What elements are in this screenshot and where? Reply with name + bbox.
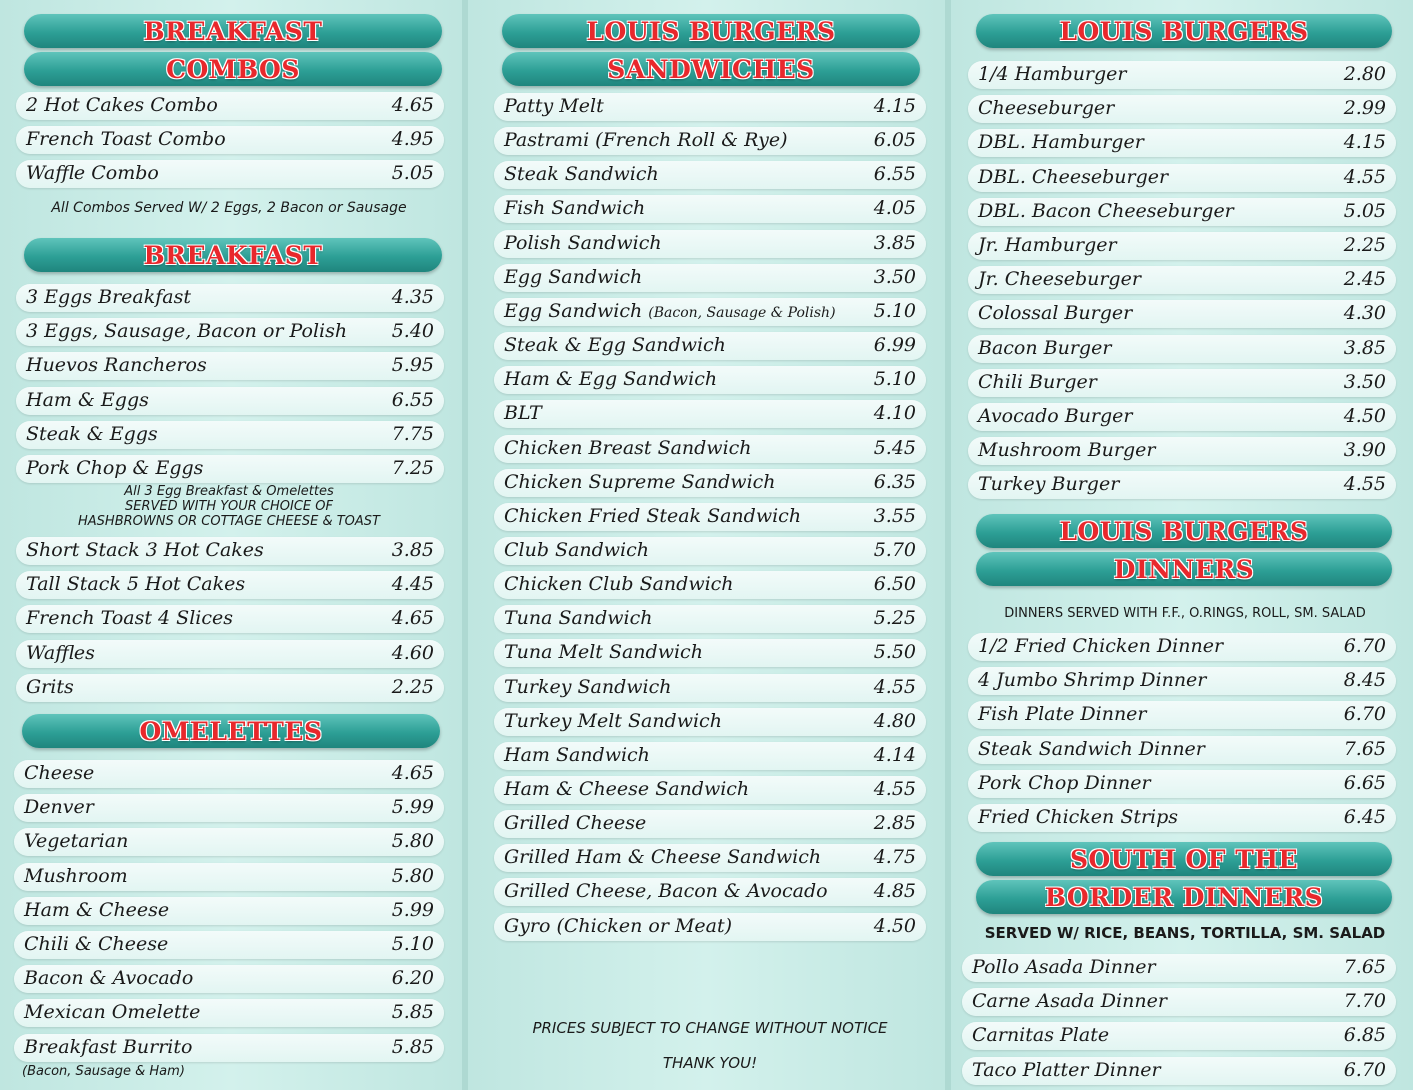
menu-item-name: Chili Burger — [978, 370, 1097, 393]
menu-item-price: 5.85 — [391, 1035, 434, 1058]
menu-item-name: Short Stack 3 Hot Cakes — [26, 539, 264, 561]
menu-item — [494, 844, 926, 872]
menu-item-price: 7.25 — [391, 457, 434, 479]
menu-item — [494, 605, 926, 633]
menu-item — [14, 965, 444, 993]
breakfast-note — [14, 484, 444, 529]
menu-item-price: 3.85 — [391, 539, 434, 561]
menu-item-name: Mushroom Burger — [978, 439, 1156, 462]
menu-item — [16, 640, 444, 668]
section-title-text: SOUTH OF THE — [1069, 844, 1299, 874]
menu-item — [494, 93, 926, 121]
menu-item-price: 5.10 — [873, 368, 916, 391]
section-title-text: BREAKFAST — [143, 240, 323, 270]
menu-item-price: 5.45 — [873, 436, 916, 459]
menu-item — [968, 198, 1396, 226]
menu-item-name: Pollo Asada Dinner — [972, 956, 1156, 978]
menu-item-price: 6.05 — [873, 129, 916, 152]
menu-item-name: Chili & Cheese — [24, 933, 169, 955]
menu-item-price: 4.60 — [391, 641, 434, 664]
menu-item — [16, 571, 444, 599]
menu-item-name: Cheeseburger — [978, 97, 1115, 120]
menu-item-name: Grits — [26, 675, 74, 698]
section-title-louis-burgers-dinners — [976, 514, 1392, 548]
menu-item-price: 5.80 — [391, 830, 434, 853]
menu-item-price: 3.90 — [1343, 439, 1386, 462]
menu-item — [494, 298, 926, 326]
menu-item-name: Pastrami (French Roll & Rye) — [504, 129, 788, 152]
dinners-note: DINNERS SERVED WITH F.F., O.RINGS, ROLL, SM. SALAD — [1004, 606, 1366, 621]
menu-item — [968, 232, 1396, 260]
menu-item-name: Fish Plate Dinner — [978, 703, 1147, 726]
menu-item — [16, 160, 444, 188]
combos-note: All Combos Served W/ 2 Eggs, 2 Bacon or Sausage — [51, 200, 407, 216]
menu-item — [16, 537, 444, 565]
menu-item — [968, 129, 1396, 157]
menu-item-price: 6.50 — [873, 573, 916, 596]
menu-item — [962, 988, 1396, 1016]
menu-item-name: Tall Stack 5 Hot Cakes — [26, 573, 246, 596]
section-title-text: OMELETTES — [139, 716, 323, 746]
menu-item — [968, 667, 1396, 695]
menu-item-price: 4.85 — [873, 880, 916, 903]
menu-item — [494, 742, 926, 770]
menu-item-price: 6.35 — [873, 470, 916, 493]
menu-item-name: Gyro (Chicken or Meat) — [504, 914, 733, 937]
menu-item-name: BLT — [504, 402, 542, 425]
menu-item-name: DBL. Hamburger — [978, 131, 1144, 154]
menu-item — [494, 400, 926, 428]
menu-item — [14, 760, 444, 788]
menu-item-name: DBL. Bacon Cheeseburger — [978, 199, 1234, 222]
menu-item-price: 5.80 — [391, 864, 434, 887]
menu-item — [968, 701, 1396, 729]
menu-item-name: Grilled Cheese — [504, 812, 647, 835]
menu-item-name: 4 Jumbo Shrimp Dinner — [978, 669, 1207, 692]
breakfast-note-line: All 3 Egg Breakfast & Omelettes — [124, 484, 334, 499]
menu-item — [16, 126, 444, 154]
menu-item-price: 4.65 — [391, 607, 434, 630]
menu-item-name: 2 Hot Cakes Combo — [26, 94, 218, 116]
menu-item — [494, 366, 926, 394]
menu-item-price: 2.25 — [1343, 234, 1386, 256]
menu-item — [494, 332, 926, 360]
menu-item-price: 4.45 — [391, 573, 434, 596]
menu-item-name: Steak Sandwich — [504, 163, 659, 186]
menu-item-name: Ham & Egg Sandwich — [504, 368, 718, 391]
menu-item — [968, 95, 1396, 123]
menu-item-price: 2.85 — [873, 812, 916, 835]
menu-item-name: Avocado Burger — [978, 405, 1133, 427]
menu-item-name: Breakfast Burrito — [24, 1035, 193, 1058]
menu-item-name: Colossal Burger — [978, 302, 1133, 325]
menu-item-price: 4.65 — [391, 94, 434, 116]
menu-item — [16, 387, 444, 415]
menu-item — [16, 318, 444, 346]
menu-item — [494, 776, 926, 804]
menu-item — [14, 828, 444, 856]
menu-item-price: 4.55 — [1343, 165, 1386, 188]
menu-item — [16, 674, 444, 702]
menu-item-price: 5.70 — [873, 538, 916, 561]
menu-item-price: 4.50 — [1343, 405, 1386, 427]
menu-item-price: 4.10 — [873, 402, 916, 425]
burrito-note: (Bacon, Sausage & Ham) — [22, 1064, 185, 1079]
menu-item-name: Egg Sandwich — [504, 265, 643, 288]
menu-item — [494, 639, 926, 667]
menu-item — [16, 92, 444, 120]
menu-item — [494, 503, 926, 531]
menu-item-price: 5.99 — [391, 796, 434, 819]
menu-item — [968, 770, 1396, 798]
menu-item-name: Ham & Cheese — [24, 898, 170, 921]
menu-item-price: 8.45 — [1343, 669, 1386, 692]
menu-item-name-wrap — [504, 300, 836, 322]
menu-item — [494, 810, 926, 838]
menu-item — [968, 300, 1396, 328]
menu-item — [968, 369, 1396, 397]
menu-item-price: 4.50 — [873, 914, 916, 937]
menu-item — [494, 878, 926, 906]
menu-item-name: Club Sandwich — [504, 538, 650, 561]
menu-item-price: 4.95 — [391, 128, 434, 151]
menu-item-name: Grilled Cheese, Bacon & Avocado — [504, 880, 828, 903]
menu-item-name: Tuna Sandwich — [504, 607, 653, 630]
menu-item — [968, 403, 1396, 431]
menu-item — [14, 999, 444, 1027]
section-title-text: LOUIS BURGERS — [1059, 516, 1309, 546]
menu-item-name: Fish Sandwich — [504, 197, 646, 220]
menu-item — [962, 1022, 1396, 1050]
menu-item-name: Ham & Eggs — [26, 388, 149, 411]
menu-item — [968, 335, 1396, 363]
menu-item-price: 6.70 — [1343, 1058, 1386, 1081]
menu-item-name: Ham & Cheese Sandwich — [504, 778, 750, 800]
menu-item-price: 7.70 — [1343, 990, 1386, 1013]
menu-item — [16, 284, 444, 312]
section-title-text: BORDER DINNERS — [1044, 882, 1324, 912]
menu-item — [968, 804, 1396, 832]
menu-item — [962, 954, 1396, 982]
menu-item-name: French Toast Combo — [26, 128, 226, 151]
section-title-sandwiches — [502, 52, 920, 86]
menu-item-price: 5.10 — [873, 299, 916, 322]
menu-item-price: 4.05 — [873, 197, 916, 220]
menu-item — [494, 230, 926, 258]
menu-item-name: Bacon & Avocado — [24, 967, 194, 990]
menu-item-name: Ham Sandwich — [504, 743, 650, 766]
menu-item-name: Huevos Rancheros — [26, 354, 207, 377]
menu-item-name: Pork Chop & Eggs — [26, 457, 204, 479]
menu-item-name: Tuna Melt Sandwich — [504, 641, 703, 664]
menu-item-price: 2.25 — [391, 675, 434, 698]
menu-item-price: 6.65 — [1343, 771, 1386, 794]
menu-item — [494, 674, 926, 702]
menu-item — [14, 794, 444, 822]
menu-item-name: Turkey Burger — [978, 473, 1120, 496]
menu-item-price: 3.50 — [873, 265, 916, 288]
thank-you: THANK YOU! — [662, 1054, 758, 1072]
menu-item — [968, 471, 1396, 499]
menu-item-price: 4.55 — [1343, 473, 1386, 496]
menu-item — [968, 266, 1396, 294]
section-title-text: COMBOS — [166, 54, 300, 84]
menu-item-name: Vegetarian — [24, 830, 129, 853]
menu-item-price: 6.70 — [1343, 703, 1386, 726]
menu-item-price: 5.99 — [391, 898, 434, 921]
menu-item-price: 6.45 — [1343, 806, 1386, 828]
price-notice: PRICES SUBJECT TO CHANGE WITHOUT NOTICE — [532, 1019, 888, 1037]
section-title-breakfast-combos — [24, 14, 442, 48]
menu-item-name: DBL. Cheeseburger — [978, 165, 1169, 188]
menu-item-price: 2.99 — [1343, 97, 1386, 120]
menu-item-name: 1/4 Hamburger — [978, 63, 1127, 85]
menu-item — [494, 469, 926, 497]
section-title-dinners — [976, 552, 1392, 586]
section-title-text: LOUIS BURGERS — [586, 16, 836, 46]
menu-item-name: Pork Chop Dinner — [978, 771, 1151, 794]
menu-item-name: 3 Eggs, Sausage, Bacon or Polish — [26, 320, 348, 343]
menu-item-price: 4.55 — [873, 675, 916, 698]
menu-item-price: 6.70 — [1343, 635, 1386, 657]
menu-item-name: Steak & Egg Sandwich — [504, 334, 726, 357]
section-title-text: DINNERS — [1113, 554, 1255, 584]
menu-item-name: Taco Platter Dinner — [972, 1058, 1161, 1081]
menu-item-name: Steak Sandwich Dinner — [978, 737, 1205, 760]
menu-item-price: 3.85 — [873, 231, 916, 254]
menu-item-price: 5.05 — [391, 162, 434, 185]
menu-item-price: 7.75 — [391, 422, 434, 445]
menu-item-price: 2.80 — [1343, 63, 1386, 85]
menu-item-name: Chicken Fried Steak Sandwich — [504, 504, 802, 527]
menu-item — [494, 435, 926, 463]
menu-item-name: 3 Eggs Breakfast — [26, 286, 191, 308]
menu-item-name: Jr. Hamburger — [978, 234, 1117, 256]
south-note: SERVED W/ RICE, BEANS, TORTILLA, SM. SALAD — [984, 924, 1386, 942]
menu-item — [494, 708, 926, 736]
menu-item — [494, 264, 926, 292]
menu-item-name: Grilled Ham & Cheese Sandwich — [504, 846, 822, 869]
menu-item — [968, 437, 1396, 465]
menu-item-price: 4.65 — [391, 762, 434, 784]
section-title-breakfast — [24, 238, 442, 272]
menu-item-name: Waffles — [26, 641, 95, 664]
menu-item-name: Polish Sandwich — [504, 231, 662, 254]
menu-item-name: Turkey Melt Sandwich — [504, 709, 722, 732]
menu-item — [968, 736, 1396, 764]
menu-item — [494, 913, 926, 941]
menu-item-detail: (Bacon, Sausage & Polish) — [648, 304, 836, 321]
menu-item — [968, 61, 1396, 89]
menu-item — [14, 931, 444, 959]
menu-item-price: 4.55 — [873, 778, 916, 800]
menu-item-price: 6.20 — [391, 967, 434, 990]
menu-item-price: 5.25 — [873, 607, 916, 630]
menu-item-name: Cheese — [24, 762, 95, 784]
menu-item-name: Bacon Burger — [978, 336, 1112, 359]
menu-item-name: Denver — [24, 796, 94, 819]
menu-item — [494, 571, 926, 599]
menu-item-price: 6.99 — [873, 334, 916, 357]
menu-item — [494, 195, 926, 223]
breakfast-note-line: SERVED WITH YOUR CHOICE OF — [125, 499, 333, 514]
menu-item-name: Patty Melt — [504, 95, 604, 117]
menu-item — [16, 352, 444, 380]
menu-item-name: Waffle Combo — [26, 162, 159, 185]
section-title-south-of-the — [976, 842, 1392, 876]
menu-item — [494, 537, 926, 565]
section-title-text: LOUIS BURGERS — [1059, 16, 1309, 46]
menu-item-name: Chicken Breast Sandwich — [504, 436, 752, 459]
menu-item-price: 5.40 — [391, 320, 434, 343]
menu-item-price: 4.75 — [873, 846, 916, 869]
menu-item — [16, 421, 444, 449]
menu-item — [16, 605, 444, 633]
menu-item-price: 4.15 — [873, 95, 916, 117]
section-title-border-dinners — [976, 880, 1392, 914]
menu-item-name: Jr. Cheeseburger — [978, 268, 1141, 291]
menu-item-price: 5.95 — [391, 354, 434, 377]
menu-item-name: 1/2 Fried Chicken Dinner — [978, 635, 1224, 657]
menu-item — [16, 455, 444, 483]
menu-item — [14, 897, 444, 925]
section-title-louis-burgers — [502, 14, 920, 48]
menu-item-price: 4.30 — [1343, 302, 1386, 325]
menu-item — [14, 863, 444, 891]
menu-item-price: 5.50 — [873, 641, 916, 664]
menu-item-price: 4.35 — [391, 286, 434, 308]
menu-item — [968, 164, 1396, 192]
menu-item-name: Steak & Eggs — [26, 422, 158, 445]
menu-item — [494, 161, 926, 189]
menu-item-name: Carnitas Plate — [972, 1024, 1110, 1047]
section-title-louis-burgers — [976, 14, 1392, 48]
menu-item-name: Mexican Omelette — [24, 1001, 201, 1024]
menu-item-price: 5.05 — [1343, 199, 1386, 222]
section-title-omelettes — [22, 714, 440, 748]
menu-item-name: Mushroom — [24, 864, 128, 887]
breakfast-note-line: HASHBROWNS OR COTTAGE CHEESE & TOAST — [78, 514, 380, 529]
menu-item-name: Carne Asada Dinner — [972, 990, 1167, 1013]
menu-item — [14, 1034, 444, 1062]
menu-item — [968, 633, 1396, 661]
menu-item-name: Egg Sandwich — [504, 299, 643, 322]
menu-item-price: 6.55 — [873, 163, 916, 186]
menu-item-price: 3.85 — [1343, 336, 1386, 359]
menu-item-name: Fried Chicken Strips — [978, 806, 1179, 828]
menu-item — [962, 1057, 1396, 1085]
menu-item-price: 2.45 — [1343, 268, 1386, 291]
menu-item-price: 6.55 — [391, 388, 434, 411]
menu-item-name: Chicken Club Sandwich — [504, 573, 734, 596]
section-title-combos — [24, 52, 442, 86]
menu-item-price: 5.10 — [391, 933, 434, 955]
menu-item-price: 7.65 — [1343, 956, 1386, 978]
section-title-text: SANDWICHES — [607, 54, 815, 84]
menu-item — [494, 127, 926, 155]
menu-item-name: Turkey Sandwich — [504, 675, 672, 698]
menu-item-price: 4.15 — [1343, 131, 1386, 154]
menu-item-price: 4.14 — [873, 743, 916, 766]
menu-item-name: Chicken Supreme Sandwich — [504, 470, 776, 493]
menu-item-name: French Toast 4 Slices — [26, 607, 233, 630]
menu-item-price: 4.80 — [873, 709, 916, 732]
menu-item-price: 6.85 — [1343, 1024, 1386, 1047]
section-title-text: BREAKFAST — [143, 16, 323, 46]
menu-item-price: 3.50 — [1343, 370, 1386, 393]
menu-item-price: 3.55 — [873, 504, 916, 527]
menu-item-price: 5.85 — [391, 1001, 434, 1024]
menu-item-price: 7.65 — [1343, 737, 1386, 760]
